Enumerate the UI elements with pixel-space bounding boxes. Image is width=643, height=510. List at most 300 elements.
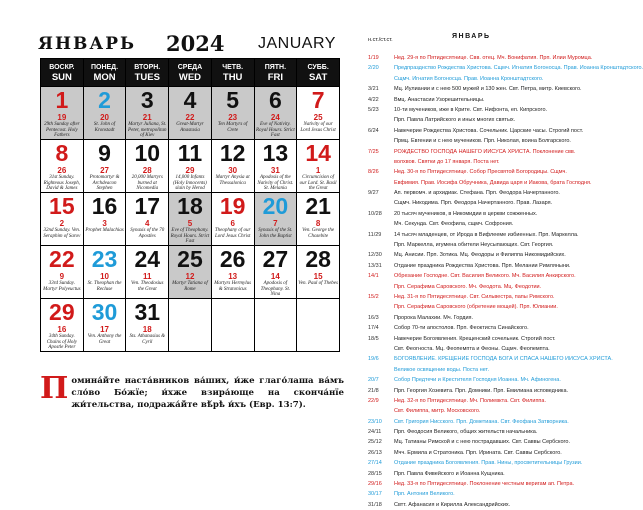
feast-list — [368, 53, 643, 510]
weekday-en: SAT — [308, 71, 328, 83]
feast-entry — [368, 63, 643, 73]
feast-entry — [368, 209, 614, 219]
feast-text: волхвов. Святки до 17 января. Поста нет. — [394, 158, 500, 165]
day-cell — [83, 299, 126, 352]
feast-entry — [368, 136, 614, 146]
feast-note: 14,000 Infants (Holy Innocents) slain by Herod — [173, 175, 207, 192]
feast-text: Пророка Малахии. Мч. Гордия. — [394, 314, 474, 321]
day-number: 7 — [311, 87, 325, 113]
weekday-ru: ВОСКР. — [49, 63, 75, 71]
old-style-date: 4 — [145, 219, 150, 228]
day-cell — [41, 140, 84, 193]
day-cell — [83, 193, 126, 246]
feast-note: Ven. Theodosius the Great — [131, 281, 164, 292]
feast-text: Нед. 33-я по Пятидесятнице. Поклонение честным веригам ап. Петра. — [394, 481, 575, 488]
feast-entry — [368, 167, 614, 177]
feast-entry — [368, 448, 614, 458]
feast-text: Отдание праздника Рождества Христова. Прп. Мелании Римляныни. — [394, 262, 571, 269]
feast-text: Отдание праздника Богоявления. Прав. Нины, просветительницы Грузии. — [394, 460, 583, 467]
feast-text: Свт. Григория Нисского. Прп. Дометиана. Свт. Феофана Затворника. — [394, 418, 569, 425]
feast-entry — [368, 500, 614, 510]
verse-text: омина́йте наста́вников ва́ших, и́же глаго́лаша ва́мъ сло́во Бо́жїе; и́хже взира́юще на сконча́нїе жи́тельства, подража́йте вѣ́рѣ и́хъ (Евр. 13:7). — [71, 376, 344, 410]
feast-text: Нед. 31-я по Пятидесятнице. Свт. Сильвестра, папы Римского. — [394, 293, 555, 300]
feast-entry — [368, 219, 614, 229]
feast-entry — [368, 386, 614, 396]
feast-note: Prophet Malachias — [85, 228, 124, 233]
feast-text: Сщмч. Игнатия Богоносца. Прав. Иоанна Кронштадтского. — [394, 75, 544, 82]
day-cell — [83, 87, 126, 140]
feast-entry — [368, 302, 614, 312]
old-style-date: 31 — [270, 166, 280, 175]
feast-entry — [368, 105, 614, 115]
day-number: 1 — [55, 87, 69, 113]
feast-date — [368, 406, 394, 416]
feast-date: 3/21 — [368, 86, 379, 93]
feast-text: Нед. 32-я по Пятидесятнице. Мч. Полиевкта. Свт. Филиппа. — [394, 397, 546, 404]
feast-date — [368, 282, 394, 292]
weekday-header — [297, 59, 340, 87]
feast-text: Прп. Маркелла, игумена обители Неусыпающих. Свт. Георгия. — [394, 242, 554, 249]
old-style-date: 23 — [228, 113, 238, 122]
feast-text: БОГОЯВЛЕНИЕ. КРЕЩЕНИЕ ГОСПОДА БОГА И СПАСА НАШЕГО ИИСУСА ХРИСТА. — [394, 356, 613, 363]
feast-note: Great-Martyr Anastasia — [176, 122, 204, 133]
feast-note: 29th Sunday after Pentecost. Holy Fathers — [44, 122, 80, 139]
day-cell — [297, 140, 340, 193]
feast-date — [368, 178, 394, 188]
day-cell — [211, 87, 254, 140]
old-style-date: 17 — [100, 325, 109, 334]
feast-entry — [368, 406, 614, 416]
old-style-date: 18 — [142, 325, 152, 334]
feast-note: Eve of Nativity. Royal Hours. Strict Fast — [255, 122, 295, 139]
feast-text: Прмц. Евгении и с нею мучеников. Прп. Николая, воина Болгарского. — [394, 138, 571, 145]
day-number: 5 — [226, 87, 240, 113]
day-cell — [41, 193, 84, 246]
feast-note: 31st Sunday. Righteous Joseph, David & James — [43, 175, 81, 192]
day-number: 26 — [219, 246, 246, 272]
feast-note: Theophany of our Lord Jesus Christ — [214, 228, 251, 239]
week-row — [41, 193, 340, 246]
feast-date: 17/4 — [368, 325, 379, 332]
feast-date: 12/30 — [368, 252, 382, 259]
day-cell — [297, 87, 340, 140]
feast-date — [368, 198, 394, 208]
feast-entry — [368, 126, 614, 136]
empty-day-cell — [211, 299, 254, 352]
old-style-date: 16 — [57, 325, 67, 334]
day-cell — [211, 246, 254, 299]
old-style-date: 14 — [270, 272, 280, 281]
feast-text: Прп. Серафима Саровского. Мч. Феодота. Мц. Феодотии. — [394, 283, 542, 290]
feast-date: 23/10 — [368, 418, 382, 425]
feast-date: 10/28 — [368, 210, 382, 217]
month-title-ru: ЯНВАРЬ — [38, 34, 137, 54]
day-number: 10 — [134, 140, 161, 166]
feast-entry — [368, 157, 614, 167]
feast-text: Прп. Павла Фивейского и Иоанна Кущника. — [394, 470, 505, 477]
feast-date: 5/23 — [368, 106, 379, 113]
feast-note: 20,000 Martyrs burned at Nicomedia — [131, 175, 163, 192]
day-number: 14 — [305, 140, 331, 166]
feast-date — [368, 74, 394, 84]
weekday-header-row — [41, 59, 340, 87]
feast-date: 25/12 — [368, 439, 382, 446]
feast-entry — [368, 354, 614, 364]
feast-text: Сщмч. Никодима. Прп. Феодора Начертанного. Прав. Лазаря. — [394, 200, 553, 207]
feast-date — [368, 157, 394, 167]
feast-note: Sts. Athanasius & Cyril — [129, 334, 166, 345]
day-number: 27 — [262, 246, 289, 272]
old-style-date: 11 — [143, 272, 152, 281]
day-cell — [126, 140, 169, 193]
weekday-en: WED — [178, 71, 202, 83]
feast-entry — [368, 240, 614, 250]
feast-date: 20/7 — [368, 377, 379, 384]
verse-dropcap: П — [40, 371, 69, 406]
day-cell — [83, 140, 126, 193]
week-row — [41, 299, 340, 352]
feast-text: РОЖДЕСТВО ГОСПОДА НАШЕГО ИИСУСА ХРИСТА. Поклонение свв. — [394, 148, 576, 155]
feast-entry — [368, 95, 614, 105]
day-number: 31 — [134, 299, 161, 325]
old-style-date: 7 — [273, 219, 278, 228]
old-style-date: 19 — [57, 113, 67, 122]
day-number: 28 — [305, 246, 331, 272]
feast-entry — [368, 469, 614, 479]
day-number: 8 — [55, 140, 69, 166]
old-style-date: 10 — [100, 272, 109, 281]
old-style-date: 1 — [315, 166, 321, 175]
feast-note: 33rd Sunday. Martyr Polyeuctus — [43, 281, 81, 292]
feast-entry — [368, 334, 614, 344]
feast-date — [368, 302, 394, 312]
day-cell — [126, 246, 169, 299]
feast-date — [368, 365, 394, 375]
day-cell — [254, 87, 297, 140]
day-cell — [41, 87, 84, 140]
empty-day-cell — [297, 299, 340, 352]
feast-date: 31/18 — [368, 501, 382, 508]
feast-note: Circumcision of our Lord. St. Basil the Great — [299, 175, 337, 192]
old-style-date: 5 — [187, 219, 193, 228]
feast-date — [368, 219, 394, 229]
feast-list-page — [368, 33, 643, 508]
day-cell — [169, 87, 212, 140]
weekday-en: MON — [93, 71, 116, 83]
feast-note: Nativity of our Lord Jesus Christ — [300, 122, 336, 133]
day-number: 24 — [134, 246, 161, 272]
feast-entry — [368, 417, 614, 427]
feast-entry — [368, 250, 614, 260]
day-number: 15 — [49, 193, 75, 219]
feast-note: Martyr Juliana, St. Peter, metropolitan of Kiev — [128, 122, 167, 139]
feast-date: 14/1 — [368, 273, 379, 280]
feast-text: Прп. Антония Великого. — [394, 491, 455, 498]
day-number: 30 — [91, 299, 118, 325]
feast-entry — [368, 74, 614, 84]
feast-note: Apodosis of Theophany. St. Nina — [260, 281, 291, 298]
feast-date: 27/14 — [368, 460, 382, 467]
feast-entry — [368, 198, 614, 208]
weekday-header — [254, 59, 297, 87]
weekday-en: TUES — [134, 71, 160, 83]
day-cell — [297, 193, 340, 246]
feast-entry — [368, 188, 614, 198]
day-number: 4 — [183, 87, 197, 113]
feast-text: Прп. Павла Латрийского и иных многих святых. — [394, 117, 516, 124]
day-cell — [254, 193, 297, 246]
feast-text: Собор 70-ти апостолов. Прп. Феоктиста Синайского. — [394, 325, 529, 332]
feast-text: Предпразднство Рождества Христова. Сщмч. Игнатия Богоносца. Прав. Иоанна Кронштадтского. — [394, 65, 643, 72]
day-cell — [126, 299, 169, 352]
feast-date — [368, 115, 394, 125]
old-style-date: 28 — [142, 166, 152, 175]
feast-note: Ven. George the Chozebite — [302, 228, 335, 239]
feast-date: 18/5 — [368, 335, 379, 342]
feast-text: Великое освящение воды. Поста нет. — [394, 366, 489, 373]
weekday-header — [41, 59, 84, 87]
old-style-date: 15 — [313, 272, 323, 281]
feast-entry — [368, 479, 614, 489]
feast-entry — [368, 115, 614, 125]
feast-entry — [368, 292, 614, 302]
feast-text: 14 тысяч младенцев, от Ирода в Вифлееме избиенных. Прп. Маркелла. — [394, 231, 579, 238]
old-style-date: 21 — [142, 113, 152, 122]
feast-entry — [368, 282, 614, 292]
old-style-date: 12 — [185, 272, 195, 281]
day-number: 9 — [98, 140, 111, 166]
feast-text: Евфимия. Прав. Иосифа Обручника, Давида царя и Иакова, брата Господня. — [394, 179, 592, 186]
feast-entry — [368, 365, 614, 375]
weekday-header — [169, 59, 212, 87]
feast-note: Martyrs Hermylus & Stratonicus — [214, 281, 252, 292]
feast-text: Мч. Секунда. Свт. Феофила, сщмч. Софрония. — [394, 221, 514, 228]
day-cell — [211, 140, 254, 193]
day-number: 17 — [134, 193, 161, 219]
day-number: 13 — [262, 140, 289, 166]
feast-text: 10-ти мучеников, иже в Крите. Свт. Нифонта, еп. Кипрского. — [394, 106, 548, 113]
feast-entry — [368, 313, 614, 323]
feast-text: Мц. Татианы Римской и с нею пострадавших. Свт. Саввы Сербского. — [394, 439, 571, 446]
day-number: 21 — [305, 193, 331, 219]
feast-text: Мчч. Ермила и Стратоника. Прп. Ирината. Свт. Саввы Сербского. — [394, 449, 562, 456]
feast-date: 24/11 — [368, 429, 382, 436]
feast-note: Synaxis of the St. John the Baptist — [258, 228, 293, 239]
day-cell — [41, 299, 84, 352]
day-cell — [297, 246, 340, 299]
day-number: 19 — [219, 193, 246, 219]
weekday-ru: ВТОРН. — [134, 63, 161, 71]
feast-text: Вмц. Анастасии Узорешительницы. — [394, 96, 485, 103]
feast-date — [368, 344, 394, 354]
feast-entry — [368, 458, 614, 468]
feast-date: 2/20 — [368, 65, 379, 72]
day-number: 18 — [177, 193, 203, 219]
old-style-date: 9 — [59, 272, 65, 281]
day-number: 29 — [49, 299, 75, 325]
feast-date: 13/31 — [368, 262, 382, 269]
day-cell — [169, 246, 212, 299]
weekday-header — [126, 59, 169, 87]
feast-entry — [368, 375, 614, 385]
feast-text: Нед. 29-я по Пятидесятнице. Свв. отец. Мч. Вонифатия. Прп. Илии Муромца. — [394, 55, 593, 61]
feast-note: Martyr Tatiana of Rome — [172, 281, 208, 292]
feast-date: 1/19 — [368, 55, 379, 61]
feast-date: 30/17 — [368, 491, 382, 498]
feast-text: Прп. Георгия Хозевита. Прп. Домники. Прп. Емилиана исповедника. — [394, 387, 569, 394]
feast-note: Apodosis of the Nativity of Christ. St. Melania — [257, 175, 294, 192]
day-cell — [254, 246, 297, 299]
feast-entry — [368, 84, 614, 94]
day-number: 6 — [268, 87, 282, 113]
feast-entry — [368, 323, 614, 333]
feast-date: 4/22 — [368, 96, 379, 103]
weekday-header — [83, 59, 126, 87]
feast-date: 29/16 — [368, 481, 382, 488]
feast-entry — [368, 271, 614, 281]
feast-date: 15/2 — [368, 293, 379, 300]
day-number: 11 — [177, 140, 203, 166]
day-number: 25 — [177, 246, 203, 272]
feast-text: Свт. Филиппа, митр. Московского. — [394, 408, 481, 415]
old-style-date: 27 — [100, 166, 109, 175]
weekday-en: THU — [222, 71, 243, 83]
feast-text: Навечерие Рождества Христова. Сочельник. Царские часы. Строгий пост. — [394, 127, 584, 134]
feast-text: 20 тысяч мучеников, в Никомидии в церкви сожженных. — [394, 210, 538, 217]
weekday-ru: СРЕДА — [177, 63, 203, 71]
feast-date: 9/27 — [368, 190, 379, 197]
day-cell — [41, 246, 84, 299]
feast-text: Обрезание Господне. Свт. Василия Великого. Мч. Василия Анкирского. — [394, 273, 576, 280]
weekday-ru: ПЯТН. — [264, 63, 287, 71]
weekday-ru: ЧЕТВ. — [222, 63, 244, 71]
feast-note: Synaxis of the 70 Apostles — [130, 228, 165, 239]
day-number: 22 — [49, 246, 75, 272]
weekday-en: SUN — [51, 71, 72, 83]
weekday-ru: ПОНЕД. — [90, 63, 119, 71]
day-cell — [126, 193, 169, 246]
weekday-ru: СУББ. — [307, 63, 329, 71]
feast-entry — [368, 427, 614, 437]
day-number: 3 — [140, 87, 154, 113]
feast-entry — [368, 489, 614, 499]
feast-date: 21/8 — [368, 387, 379, 394]
feast-date: 19/6 — [368, 356, 379, 363]
feast-note: Ven. Anthony the Great — [87, 334, 122, 345]
old-style-date: 2 — [59, 219, 65, 228]
feast-entry — [368, 437, 614, 447]
feast-text: Мц. Анисии. Прп. Зотика. Мц. Феодоры и Филиппа Никомидийских. — [394, 252, 566, 259]
feast-date: 8/26 — [368, 169, 379, 176]
feast-note: Protomartyr & Archdeacon Stephen — [89, 175, 120, 192]
feast-date: 7/25 — [368, 148, 379, 155]
old-style-date: 13 — [228, 272, 238, 281]
feast-text: Нед. 30-я по Пятидесятнице. Собор Пресвятой Богородицы. Сщмч. — [394, 169, 567, 176]
day-number: 16 — [91, 193, 118, 219]
day-number: 2 — [98, 87, 111, 113]
feast-text: Ап. первомч. и архидиак. Стефана. Прп. Феодора Начертанного. — [394, 190, 560, 197]
feast-note: Martyr Anysia at Thessalonica — [215, 175, 250, 186]
day-number: 12 — [219, 140, 246, 166]
day-number: 23 — [91, 246, 118, 272]
feast-date: 11/29 — [368, 231, 382, 238]
empty-day-cell — [254, 299, 297, 352]
day-cell — [169, 193, 212, 246]
feast-date: 16/3 — [368, 314, 379, 321]
feast-entry — [368, 147, 614, 157]
feast-text: Навечерие Богоявления. Крещенский сочельник. Строгий пост. — [394, 335, 556, 342]
feast-text: Прп. Серафима Саровского (обретение мощей). Прп. Юлиании. — [394, 304, 558, 311]
week-row — [41, 140, 340, 193]
feast-note: Ven. Paul of Thebes — [298, 281, 338, 286]
feast-note: 32nd Sunday. Ven. Seraphim of Sarov — [43, 228, 81, 239]
month-title-en: JANUARY — [258, 35, 336, 52]
old-style-date: 24 — [270, 113, 280, 122]
feast-entry — [368, 396, 614, 406]
feast-entry — [368, 53, 614, 63]
feast-text: Свт. Феогноста. Мц. Феопемпта и Феоны. Сщмч. Феопемпта. — [394, 345, 550, 352]
year-title: 2024 — [166, 31, 225, 56]
feast-entry — [368, 178, 614, 188]
empty-day-cell — [169, 299, 212, 352]
old-style-date: 20 — [100, 113, 109, 122]
feast-text: Прп. Феодосия Великого, общих жительств начальника. — [394, 429, 538, 436]
old-style-date: 3 — [102, 219, 107, 228]
feast-text: Мц. Иулиании и с нею 500 мужей и 130 жен. Свт. Петра, митр. Киевского. — [394, 86, 582, 93]
feast-date: 22/9 — [368, 397, 379, 404]
feast-date: 26/13 — [368, 449, 382, 456]
day-cell — [254, 140, 297, 193]
feast-note: St. John of Kronstadt — [93, 122, 116, 133]
week-row — [41, 87, 340, 140]
feast-list-header — [368, 33, 614, 47]
feast-entry — [368, 344, 614, 354]
feast-date — [368, 136, 394, 146]
feast-note: 34th Sunday. Chains of Holy Apostle Peter — [46, 334, 77, 351]
old-style-date: 29 — [185, 166, 195, 175]
day-cell — [211, 193, 254, 246]
old-style-date: 22 — [185, 113, 195, 122]
feast-list-title: ЯНВАРЬ — [452, 33, 491, 40]
date-columns-label: н.ст./ст.ст. — [368, 37, 393, 43]
feast-note: St. Theophan the Recluse — [87, 281, 122, 292]
feast-entry — [368, 261, 614, 271]
feast-note: Eve of Theophany. Royal Hours. Strict Fast — [170, 228, 210, 245]
calendar-body — [41, 87, 340, 352]
feast-date: 6/24 — [368, 127, 379, 134]
old-style-date: 25 — [313, 113, 323, 122]
old-style-date: 6 — [230, 219, 235, 228]
day-cell — [169, 140, 212, 193]
feast-date: 28/15 — [368, 470, 382, 477]
day-cell — [126, 87, 169, 140]
feast-text: Свтт. Афанасия и Кирилла Александрийских. — [394, 501, 511, 508]
week-row — [41, 246, 340, 299]
feast-entry — [368, 230, 614, 240]
old-style-date: 26 — [57, 166, 67, 175]
old-style-date: 30 — [228, 166, 238, 175]
old-style-date: 8 — [315, 219, 321, 228]
feast-text: Собор Предтечи и Крестителя Господня Иоанна. Мч. Афиногена. — [394, 377, 561, 384]
day-cell — [83, 246, 126, 299]
calendar-page — [0, 0, 352, 447]
scripture-verse — [40, 371, 344, 411]
weekday-header — [211, 59, 254, 87]
day-number: 20 — [262, 193, 289, 219]
feast-date — [368, 240, 394, 250]
weekday-en: FRI — [267, 71, 284, 83]
calendar-grid — [40, 58, 340, 352]
